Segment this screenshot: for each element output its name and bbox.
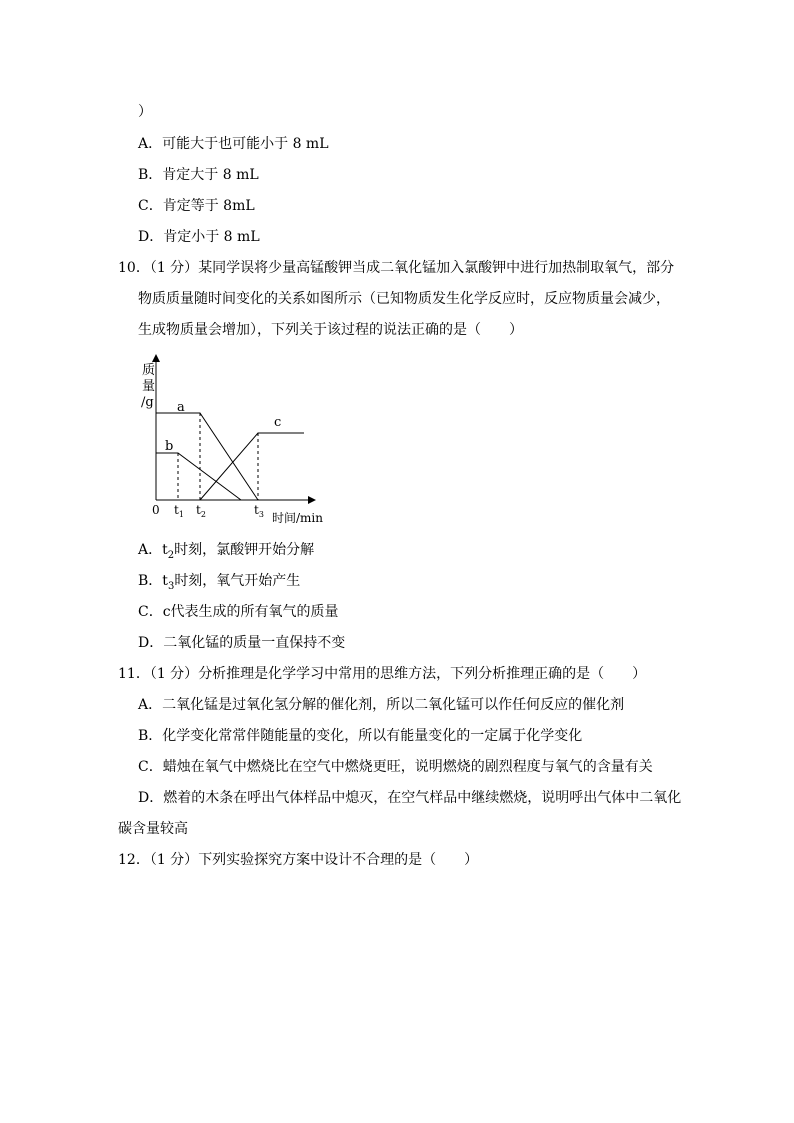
question-points: （1 分） bbox=[149, 666, 199, 682]
option-text: 肯定小于 8 mL bbox=[163, 229, 260, 245]
option-label: A． bbox=[138, 697, 163, 713]
prev-option-b[interactable] bbox=[138, 165, 259, 185]
option-text: 化学变化常常伴随能量的变化，所以有能量变化的一定属于化学变化 bbox=[162, 728, 583, 744]
q11-option-c[interactable] bbox=[138, 757, 653, 777]
question-number: 12． bbox=[118, 852, 150, 868]
curve-b-label: b bbox=[165, 439, 174, 454]
option-time-sub: 3 bbox=[167, 580, 175, 592]
option-time-sub: 2 bbox=[167, 549, 175, 561]
x-axis-label: 时间/min bbox=[272, 511, 323, 525]
tick-t2 bbox=[196, 503, 206, 519]
mass-time-graph bbox=[138, 352, 338, 532]
option-label: C． bbox=[138, 198, 163, 214]
question-10-line-1 bbox=[118, 258, 674, 278]
q11-option-d[interactable] bbox=[138, 788, 681, 808]
curve-b bbox=[156, 453, 241, 500]
option-text: 可能大于也可能小于 8 mL bbox=[162, 136, 329, 152]
option-label: D． bbox=[138, 229, 164, 245]
option-label: C． bbox=[138, 604, 163, 620]
option-label: C． bbox=[138, 759, 163, 775]
tick-t3-sub: 3 bbox=[258, 510, 264, 519]
option-label: B． bbox=[138, 167, 163, 183]
question-stem: 下列实验探究方案中设计不合理的是（ ） bbox=[198, 852, 479, 868]
q10-option-c[interactable] bbox=[138, 602, 339, 622]
option-text: c代表生成的所有氧气的质量 bbox=[162, 604, 339, 620]
y-axis-label-line-3: /g bbox=[141, 395, 154, 410]
prev-option-a[interactable] bbox=[138, 134, 329, 154]
option-text: 时刻，氯酸钾开始分解 bbox=[174, 542, 315, 558]
curve-c bbox=[200, 433, 304, 500]
tick-t2-base: t bbox=[196, 503, 201, 517]
q10-option-b[interactable] bbox=[138, 571, 300, 597]
prev-question-tail: ） bbox=[138, 104, 152, 120]
curve-c-label: c bbox=[274, 415, 282, 430]
curve-a-label: a bbox=[177, 400, 185, 415]
option-text: 二氧化锰的质量一直保持不变 bbox=[163, 635, 346, 651]
option-text: 蜡烛在氧气中燃烧比在空气中燃烧更旺，说明燃烧的剧烈程度与氧气的含量有关 bbox=[162, 759, 653, 775]
y-axis-label-line-1: 质 bbox=[142, 363, 156, 378]
question-10-line-2: 物质质量随时间变化的关系如图所示（已知物质发生化学反应时，反应物质量会减少， bbox=[138, 291, 670, 307]
tick-t2-sub: 2 bbox=[200, 510, 206, 519]
tick-t3-base: t bbox=[254, 503, 259, 517]
curve-a bbox=[156, 413, 258, 500]
tick-t1-base: t bbox=[174, 503, 179, 517]
option-label: A． bbox=[138, 542, 163, 558]
option-text: 肯定等于 8mL bbox=[162, 198, 255, 214]
option-time-base: t bbox=[162, 542, 168, 558]
tick-t1-sub: 1 bbox=[178, 510, 184, 519]
origin-label: 0 bbox=[152, 503, 160, 517]
option-label: B． bbox=[138, 573, 163, 589]
prev-option-c[interactable] bbox=[138, 196, 255, 216]
question-points: （1 分） bbox=[149, 260, 199, 276]
option-label: D． bbox=[138, 635, 164, 651]
question-points: （1 分） bbox=[149, 852, 199, 868]
option-label: D． bbox=[138, 790, 164, 806]
option-label: A． bbox=[138, 136, 163, 152]
question-number: 10． bbox=[118, 260, 150, 276]
q10-option-a[interactable] bbox=[138, 540, 314, 566]
option-text: 时刻，氧气开始产生 bbox=[174, 573, 301, 589]
q11-option-d-continuation: 碳含量较高 bbox=[118, 821, 188, 837]
prev-option-d[interactable] bbox=[138, 227, 260, 247]
y-axis-label-line-2: 量 bbox=[142, 379, 156, 394]
q10-option-d[interactable] bbox=[138, 633, 345, 653]
q11-option-a[interactable] bbox=[138, 695, 624, 715]
question-number: 11． bbox=[118, 666, 150, 682]
option-text: 二氧化锰是过氧化氢分解的催化剂，所以二氧化锰可以作任何反应的催化剂 bbox=[162, 697, 625, 713]
option-text: 燃着的木条在呼出气体样品中熄灭，在空气样品中继续燃烧，说明呼出气体中二氧化 bbox=[163, 790, 682, 806]
option-text: 肯定大于 8 mL bbox=[162, 167, 259, 183]
option-label: B． bbox=[138, 728, 163, 744]
tick-t3 bbox=[254, 503, 264, 519]
question-11-stem bbox=[118, 664, 646, 684]
q11-option-b[interactable] bbox=[138, 726, 582, 746]
question-stem: 某同学误将少量高锰酸钾当成二氧化锰加入氯酸钾中进行加热制取氧气，部分 bbox=[198, 260, 675, 276]
option-time-base: t bbox=[162, 573, 168, 589]
question-stem: 分析推理是化学学习中常用的思维方法，下列分析推理正确的是（ ） bbox=[198, 666, 647, 682]
question-10-line-3: 生成物质量会增加），下列关于该过程的说法正确的是（ ） bbox=[138, 322, 523, 338]
question-12-stem bbox=[118, 850, 478, 870]
tick-t1 bbox=[174, 503, 184, 519]
